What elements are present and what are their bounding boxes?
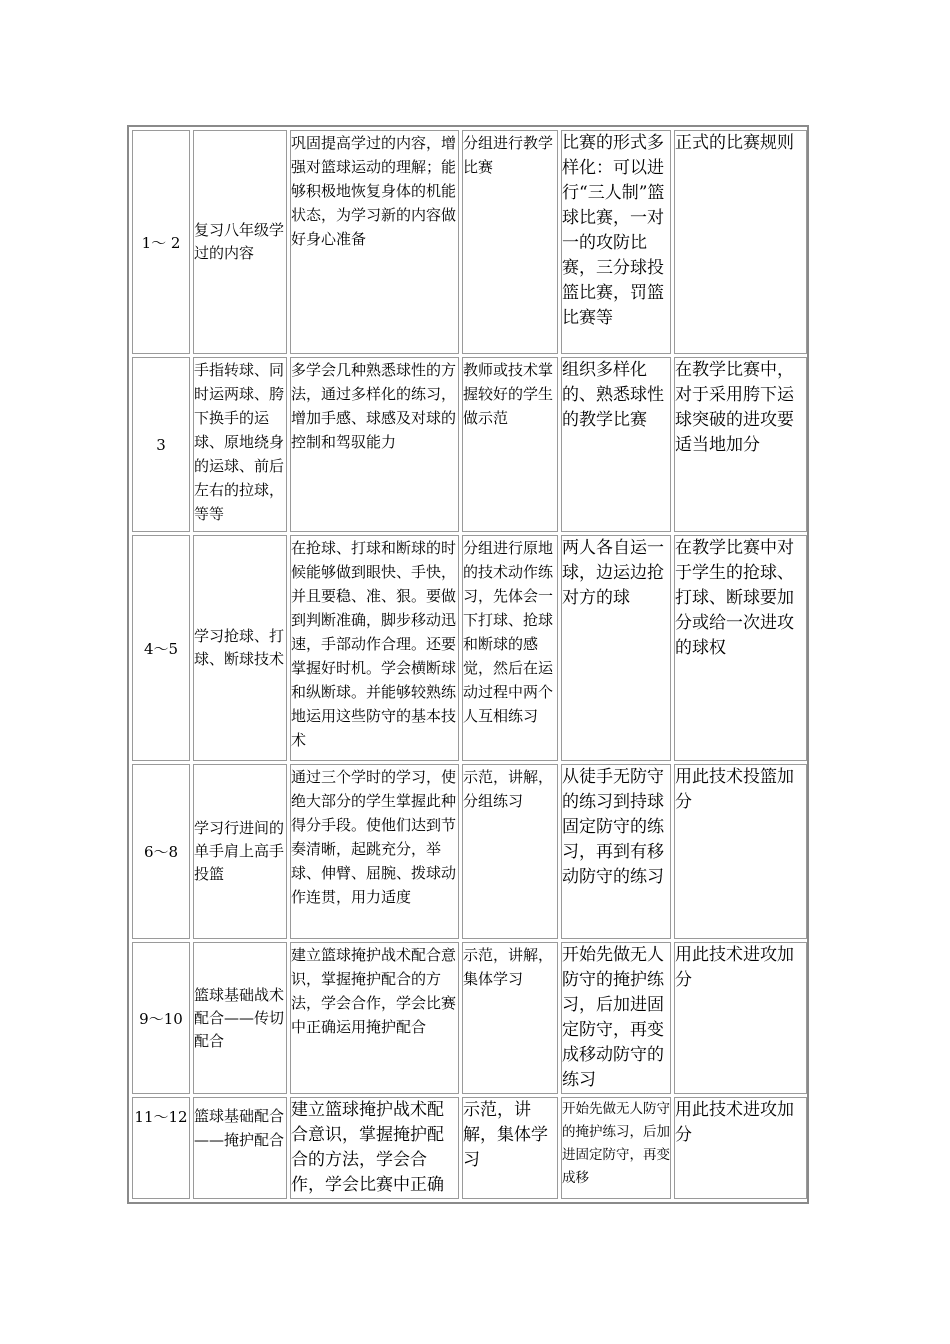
lesson-topic: 学习行进间的单手肩上高手投篮 [193,764,287,939]
lesson-topic: 篮球基础战术配合——传切配合 [193,942,287,1094]
table-row [132,130,807,354]
lesson-form: 从徒手无防守的练习到持球固定防守的练习，再到有移动防守的练习 [561,764,671,939]
lesson-method: 分组进行教学比赛 [462,130,558,354]
lesson-number: 9～10 [132,942,190,1094]
lesson-rule: 在教学比赛中，对于采用胯下运球突破的进攻要适当地加分 [674,357,807,532]
lesson-goal: 在抢球、打球和断球的时候能够做到眼快、手快，并且要稳、准、狠。要做到判断准确，脚步移动迅速，手部动作合理。还要掌握好时机。学会横断球和纵断球。并能够较熟练地运用这些防守的基本技术 [290,535,459,761]
lesson-method: 分组进行原地的技术动作练习，先体会一下打球、抢球和断球的感觉，然后在运动过程中两个人互相练习 [462,535,558,761]
lesson-rule: 用此技术投篮加分 [674,764,807,939]
lesson-rule: 在教学比赛中对于学生的抢球、打球、断球要加分或给一次进攻的球权 [674,535,807,761]
table-row [132,535,807,761]
lesson-topic: 手指转球、同时运两球、胯下换手的运球、原地绕身的运球、前后左右的拉球，等等 [193,357,287,532]
lesson-topic: 学习抢球、打球、断球技术 [193,535,287,761]
lesson-form: 开始先做无人防守的掩护练习，后加进固定防守，再变成移动防守的练习 [561,942,671,1094]
lesson-method: 教师或技术掌握较好的学生做示范 [462,357,558,532]
lesson-form: 两人各自运一球，边运边抢对方的球 [561,535,671,761]
lesson-goal: 建立篮球掩护战术配合意识，掌握掩护配合的方法，学会合作，学会比赛中正确 [290,1097,459,1199]
lesson-number: 6～8 [132,764,190,939]
lesson-goal: 巩固提高学过的内容，增强对篮球运动的理解；能够积极地恢复身体的机能状态，为学习新的内容做好身心准备 [290,130,459,354]
lesson-rule: 用此技术进攻加分 [674,1097,807,1199]
lesson-method: 示范，讲解，集体学习 [462,942,558,1094]
lesson-goal: 建立篮球掩护战术配合意识，掌握掩护配合的方法，学会合作，学会比赛中正确运用掩护配合 [290,942,459,1094]
lesson-rule: 正式的比赛规则 [674,130,807,354]
lesson-number: 3 [132,357,190,532]
lesson-method: 示范，讲解，集体学习 [462,1097,558,1199]
lesson-goal: 通过三个学时的学习，使绝大部分的学生掌握此种得分手段。使他们达到节奏清晰，起跳充分，举球、伸臂、屈腕、拨球动作连贯，用力适度 [290,764,459,939]
table-row [132,357,807,532]
lesson-method: 示范，讲解，分组练习 [462,764,558,939]
lesson-form: 组织多样化的、熟悉球性的教学比赛 [561,357,671,532]
lesson-topic: 复习八年级学过的内容 [193,130,287,354]
lesson-number: 11～12 [132,1097,190,1199]
table-row [132,942,807,1094]
teaching-plan-table [129,127,810,1202]
lesson-goal: 多学会几种熟悉球性的方法，通过多样化的练习，增加手感、球感及对球的控制和驾驭能力 [290,357,459,532]
table-row [132,1097,807,1199]
lesson-number: 4～5 [132,535,190,761]
lesson-rule: 用此技术进攻加分 [674,942,807,1094]
table-row [132,764,807,939]
lesson-form: 开始先做无人防守的掩护练习，后加进固定防守，再变成移 [561,1097,671,1199]
lesson-number: 1～ 2 [132,130,190,354]
lesson-topic: 篮球基础配合——掩护配合 [193,1097,287,1199]
lesson-form: 比赛的形式多样化：可以进行“三人制”篮球比赛，一对一的攻防比赛，三分球投篮比赛，罚篮比赛等 [561,130,671,354]
